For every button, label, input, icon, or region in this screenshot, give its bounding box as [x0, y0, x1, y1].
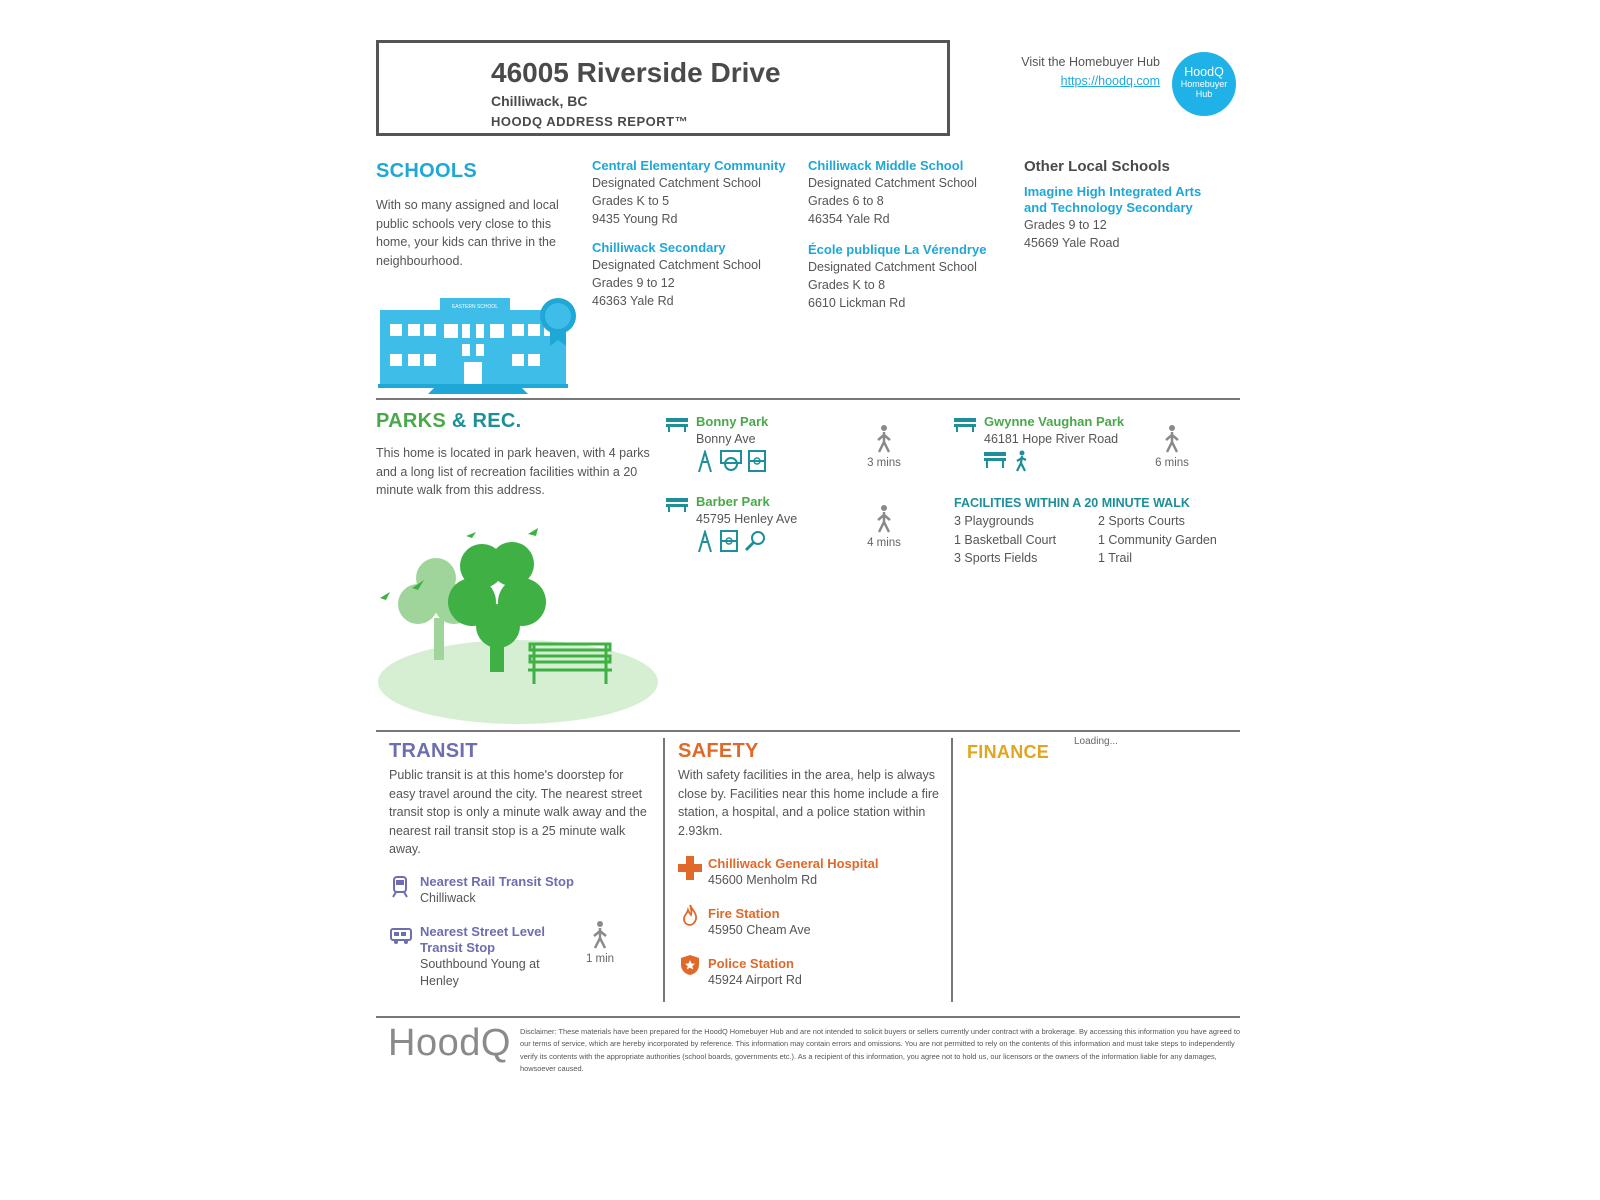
hub-link[interactable]: https://hoodq.com: [1060, 74, 1160, 88]
finance-heading: FINANCE: [967, 742, 1050, 762]
basketball-icon: [720, 450, 742, 472]
school-card[interactable]: [808, 158, 1018, 228]
address-header: [376, 40, 950, 136]
school-grades: Grades 9 to 12: [1024, 218, 1107, 232]
building-sign-text: EASTERN SCHOOL: [451, 304, 499, 310]
walk-time: [1152, 424, 1192, 469]
park-item[interactable]: [696, 494, 876, 552]
sports-field-icon: [748, 450, 766, 472]
park-name: Bonny Park: [696, 414, 769, 429]
school-building-illustration: [378, 294, 582, 394]
other-schools-heading: Other Local Schools: [1024, 158, 1170, 175]
hub-promo: [1021, 53, 1160, 91]
schools-heading: SCHOOLS: [376, 160, 477, 182]
hub-logo-line1: HoodQ: [1184, 65, 1224, 79]
safety-address: 45600 Menholm Rd: [708, 873, 818, 887]
school-type: Designated Catchment School: [808, 260, 977, 274]
rail-stop-label: Nearest Rail Transit Stop: [420, 874, 574, 889]
school-card[interactable]: [592, 158, 792, 228]
parks-heading-a: PARKS: [376, 410, 447, 432]
safety-name: Chilliwack General Hospital: [708, 856, 879, 871]
walk-time-label: 1 min: [585, 953, 615, 965]
address-city: Chilliwack, BC: [491, 93, 588, 109]
hub-logo[interactable]: [1172, 52, 1236, 116]
bench-icon: [666, 418, 688, 432]
school-address: 6610 Lickman Rd: [808, 296, 906, 310]
hub-logo-line2: Homebuyer: [1180, 79, 1228, 89]
other-schools: [1024, 158, 1224, 252]
rail-stop[interactable]: [420, 874, 620, 907]
safety-item[interactable]: [708, 906, 938, 939]
walking-person-icon: [874, 504, 894, 534]
hub-visit-text: Visit the Homebuyer Hub: [1021, 55, 1160, 69]
park-facility-icons: [696, 450, 876, 472]
walk-time-label: 3 mins: [867, 457, 901, 469]
parks-heading-b: & REC.: [451, 410, 522, 432]
park-address: Bonny Ave: [696, 432, 756, 446]
park-item[interactable]: [696, 414, 876, 472]
safety-item[interactable]: [708, 856, 938, 889]
school-address: 9435 Young Rd: [592, 212, 678, 226]
park-address: 45795 Henley Ave: [696, 512, 798, 526]
transit-heading: TRANSIT: [389, 740, 478, 762]
park-facility-icons: [696, 530, 876, 552]
school-type: Designated Catchment School: [808, 176, 977, 190]
walking-person-icon: [590, 920, 610, 950]
street-stop-value: Southbound Young at Henley: [420, 957, 540, 988]
street-stop-label: Nearest Street Level Transit Stop: [420, 924, 546, 955]
train-icon: [392, 876, 408, 898]
facility-item: 3 Sports Fields: [954, 551, 1038, 565]
bus-icon: [390, 928, 412, 944]
park-name: Barber Park: [696, 494, 770, 509]
facility-item: 1 Trail: [1098, 551, 1133, 565]
walk-time: [578, 920, 622, 965]
sports-field-icon: [720, 530, 738, 552]
bench-icon: [666, 498, 688, 512]
school-grades: Grades K to 5: [592, 194, 670, 208]
divider: [376, 730, 1240, 732]
park-address: 46181 Hope River Road: [984, 432, 1119, 446]
divider: [376, 398, 1240, 400]
divider: [376, 1016, 1240, 1018]
safety-item[interactable]: [708, 956, 938, 989]
school-name: Chilliwack Middle School: [808, 158, 964, 173]
park-name: Gwynne Vaughan Park: [984, 414, 1125, 429]
park-trees-illustration: [378, 518, 660, 730]
address-title: 46005 Riverside Drive: [491, 57, 781, 88]
safety-address: 45924 Airport Rd: [708, 973, 802, 987]
school-address: 46363 Yale Rd: [592, 294, 674, 308]
walk-time-label: 4 mins: [867, 537, 901, 549]
walking-person-icon: [874, 424, 894, 454]
report-title: HOODQ ADDRESS REPORT™: [491, 114, 689, 129]
schools-blurb: With so many assigned and local public schools very close to this home, your kids can thrive in the neighbourhood.: [376, 198, 559, 268]
playground-icon: [696, 450, 714, 472]
facilities-left: [954, 512, 1094, 568]
rail-stop-value: Chilliwack: [420, 891, 476, 905]
school-name: École publique La Vérendrye: [808, 242, 987, 257]
trail-icon: [1014, 450, 1028, 472]
facilities-right: [1098, 512, 1238, 568]
walk-time-label: 6 mins: [1155, 457, 1189, 469]
school-col1: [592, 158, 792, 310]
hoodq-logo: HoodQ: [388, 1022, 511, 1064]
safety-heading: SAFETY: [678, 740, 759, 762]
hospital-cross-icon: [678, 856, 702, 880]
facility-item: 2 Sports Courts: [1098, 514, 1185, 528]
walking-person-icon: [1162, 424, 1182, 454]
school-type: Designated Catchment School: [592, 258, 761, 272]
school-address: 46354 Yale Rd: [808, 212, 890, 226]
tennis-icon: [744, 530, 766, 552]
playground-icon: [696, 530, 714, 552]
report-page: [376, 40, 1240, 1080]
column-divider: [951, 738, 953, 1002]
school-card[interactable]: [1024, 184, 1224, 252]
school-grades: Grades K to 8: [808, 278, 886, 292]
hub-logo-line3: Hub: [1195, 89, 1213, 99]
facilities-heading: FACILITIES WITHIN A 20 MINUTE WALK: [954, 496, 1190, 510]
transit-blurb: Public transit is at this home's doorstep for easy travel around the city. The nearest street transit stop is only a minute walk away and the nearest rail transit stop is a 25 minute walk away.: [389, 768, 647, 856]
facility-item: 1 Community Garden: [1098, 532, 1217, 547]
finance-loading: Loading...: [1074, 736, 1118, 747]
safety-name: Police Station: [708, 956, 794, 971]
safety-name: Fire Station: [708, 906, 780, 921]
street-stop[interactable]: [420, 924, 570, 990]
walk-time: [864, 424, 904, 469]
safety-address: 45950 Cheam Ave: [708, 923, 811, 937]
parks-blurb: This home is located in park heaven, with 4 parks and a long list of recreation facilities within a 20 minute walk from this address.: [376, 446, 650, 497]
school-name: Imagine High Integrated Arts and Technology Secondary: [1024, 184, 1202, 215]
disclaimer-text: Disclaimer: These materials have been prepared for the HoodQ Homebuyer Hub and are not intended to solicit buyers or sellers currently under contract with a brokerage. By accessing this information you have agreed to our terms of service, which are hereby incorporated by reference. This information may contain errors and omissions. You are not permitted to rely on the contents of this information and must take steps to independently verify its contents with the appropriate authorities (school boards, governments etc.). As a recipient of this information, you agree not to hold us, our licensors or the owners of the information liable for any damages, howsoever caused.: [520, 1027, 1241, 1074]
school-col2: [808, 158, 1018, 312]
column-divider: [663, 738, 665, 1002]
school-type: Designated Catchment School: [592, 176, 761, 190]
facility-item: 1 Basketball Court: [954, 532, 1057, 547]
fire-icon: [682, 904, 698, 926]
bench-icon: [954, 418, 976, 432]
school-name: Chilliwack Secondary: [592, 240, 726, 255]
school-card[interactable]: [808, 242, 1018, 312]
community-garden-icon: [984, 450, 1006, 470]
police-badge-icon: [680, 954, 700, 976]
school-name: Central Elementary Community: [592, 158, 786, 173]
safety-blurb: With safety facilities in the area, help is always close by. Facilities near this home include a fire station, a hospital, and a police station within 2.93km.: [678, 768, 939, 838]
parks-heading: [376, 410, 521, 433]
school-address: 45669 Yale Road: [1024, 236, 1120, 250]
walk-time: [864, 504, 904, 549]
school-card[interactable]: [592, 240, 792, 310]
facility-item: 3 Playgrounds: [954, 514, 1034, 528]
school-grades: Grades 9 to 12: [592, 276, 675, 290]
school-grades: Grades 6 to 8: [808, 194, 884, 208]
